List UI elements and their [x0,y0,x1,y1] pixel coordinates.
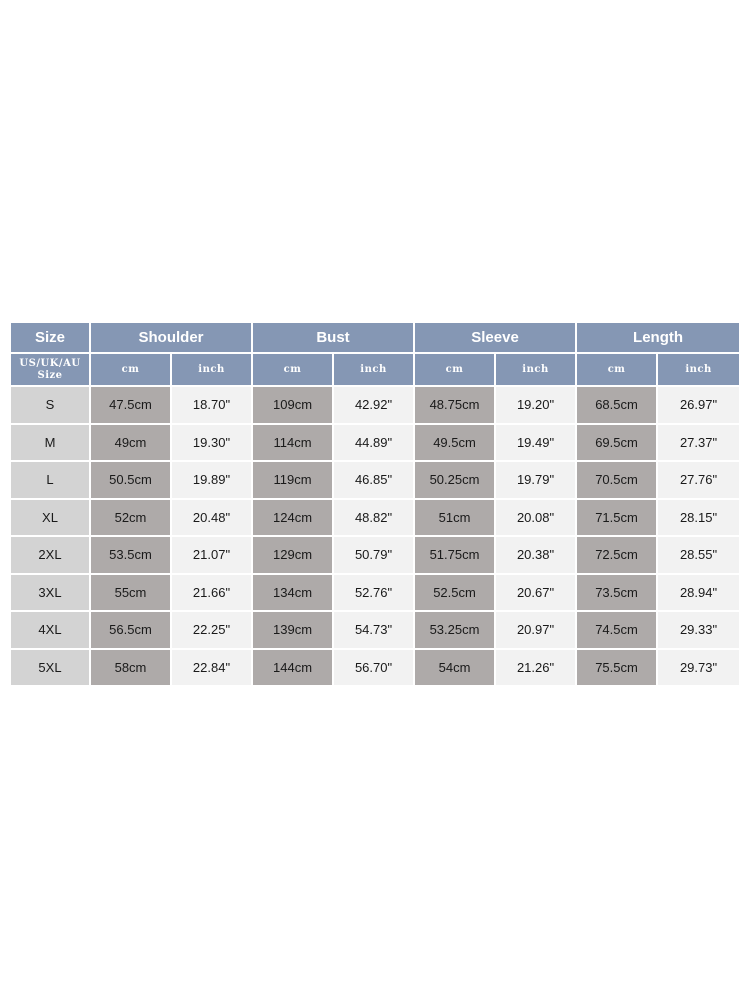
length-inch-unit: inch [658,354,739,387]
bust-inch-unit: inch [334,354,415,387]
bust-inch-cell: 52.76" [334,575,415,613]
length-inch-cell: 27.76" [658,462,739,500]
size-cell: 4XL [11,612,91,650]
table-row [11,387,739,425]
sleeve-inch-cell: 20.08" [496,500,577,538]
shoulder-inch-cell: 22.25" [172,612,253,650]
bust-inch-cell: 46.85" [334,462,415,500]
sleeve-cm-cell: 49.5cm [415,425,496,463]
shoulder-inch-cell: 19.89" [172,462,253,500]
length-cm-cell: 74.5cm [577,612,658,650]
region-size-label [11,354,91,387]
sleeve-cm-cell: 50.25cm [415,462,496,500]
sleeve-cm-unit: cm [415,354,496,387]
bust-cm-cell: 134cm [253,575,334,613]
shoulder-inch-cell: 19.30" [172,425,253,463]
sleeve-cm-cell: 52.5cm [415,575,496,613]
shoulder-inch-cell: 21.07" [172,537,253,575]
shoulder-header: Shoulder [91,323,253,354]
length-inch-cell: 28.94" [658,575,739,613]
length-cm-cell: 73.5cm [577,575,658,613]
shoulder-inch-unit: inch [172,354,253,387]
bust-inch-cell: 54.73" [334,612,415,650]
sleeve-inch-cell: 20.97" [496,612,577,650]
table-row [11,575,739,613]
bust-inch-cell: 44.89" [334,425,415,463]
length-cm-cell: 75.5cm [577,650,658,688]
length-inch-cell: 28.15" [658,500,739,538]
bust-cm-cell: 114cm [253,425,334,463]
shoulder-cm-cell: 53.5cm [91,537,172,575]
sleeve-inch-cell: 21.26" [496,650,577,688]
shoulder-cm-cell: 56.5cm [91,612,172,650]
bust-inch-cell: 42.92" [334,387,415,425]
shoulder-cm-cell: 58cm [91,650,172,688]
bust-inch-cell: 56.70" [334,650,415,688]
shoulder-cm-cell: 52cm [91,500,172,538]
length-inch-cell: 29.73" [658,650,739,688]
sleeve-inch-unit: inch [496,354,577,387]
length-cm-unit: cm [577,354,658,387]
table-row [11,462,739,500]
bust-cm-cell: 129cm [253,537,334,575]
shoulder-cm-cell: 50.5cm [91,462,172,500]
size-cell: S [11,387,91,425]
size-cell: L [11,462,91,500]
bust-header: Bust [253,323,415,354]
size-cell: 5XL [11,650,91,688]
shoulder-inch-cell: 18.70" [172,387,253,425]
table-row [11,650,739,688]
shoulder-inch-cell: 22.84" [172,650,253,688]
length-cm-cell: 72.5cm [577,537,658,575]
bust-cm-cell: 119cm [253,462,334,500]
region-label: US/UK/AU [19,357,81,369]
bust-cm-cell: 109cm [253,387,334,425]
bust-inch-cell: 48.82" [334,500,415,538]
length-cm-cell: 71.5cm [577,500,658,538]
length-cm-cell: 69.5cm [577,425,658,463]
sleeve-inch-cell: 19.20" [496,387,577,425]
size-cell: M [11,425,91,463]
sleeve-inch-cell: 20.38" [496,537,577,575]
bust-cm-cell: 144cm [253,650,334,688]
unit-row [11,354,739,387]
sleeve-cm-cell: 48.75cm [415,387,496,425]
sleeve-header: Sleeve [415,323,577,354]
length-inch-cell: 28.55" [658,537,739,575]
size-header: Size [11,323,91,354]
length-inch-cell: 26.97" [658,387,739,425]
shoulder-inch-cell: 21.66" [172,575,253,613]
sleeve-inch-cell: 20.67" [496,575,577,613]
sleeve-cm-cell: 51cm [415,500,496,538]
sleeve-cm-cell: 54cm [415,650,496,688]
sleeve-inch-cell: 19.79" [496,462,577,500]
table-row [11,537,739,575]
size-cell: XL [11,500,91,538]
shoulder-cm-cell: 49cm [91,425,172,463]
shoulder-cm-cell: 47.5cm [91,387,172,425]
header-row [11,323,739,354]
sleeve-cm-cell: 53.25cm [415,612,496,650]
shoulder-cm-unit: cm [91,354,172,387]
bust-cm-cell: 139cm [253,612,334,650]
size-chart-table [11,323,739,687]
length-header: Length [577,323,739,354]
sleeve-cm-cell: 51.75cm [415,537,496,575]
sleeve-inch-cell: 19.49" [496,425,577,463]
size-cell: 2XL [11,537,91,575]
table-row [11,612,739,650]
table-row [11,425,739,463]
size-label: Size [37,369,63,381]
shoulder-inch-cell: 20.48" [172,500,253,538]
bust-cm-unit: cm [253,354,334,387]
shoulder-cm-cell: 55cm [91,575,172,613]
bust-inch-cell: 50.79" [334,537,415,575]
size-rows [11,387,739,687]
size-cell: 3XL [11,575,91,613]
length-inch-cell: 29.33" [658,612,739,650]
length-cm-cell: 68.5cm [577,387,658,425]
length-cm-cell: 70.5cm [577,462,658,500]
length-inch-cell: 27.37" [658,425,739,463]
table-row [11,500,739,538]
bust-cm-cell: 124cm [253,500,334,538]
